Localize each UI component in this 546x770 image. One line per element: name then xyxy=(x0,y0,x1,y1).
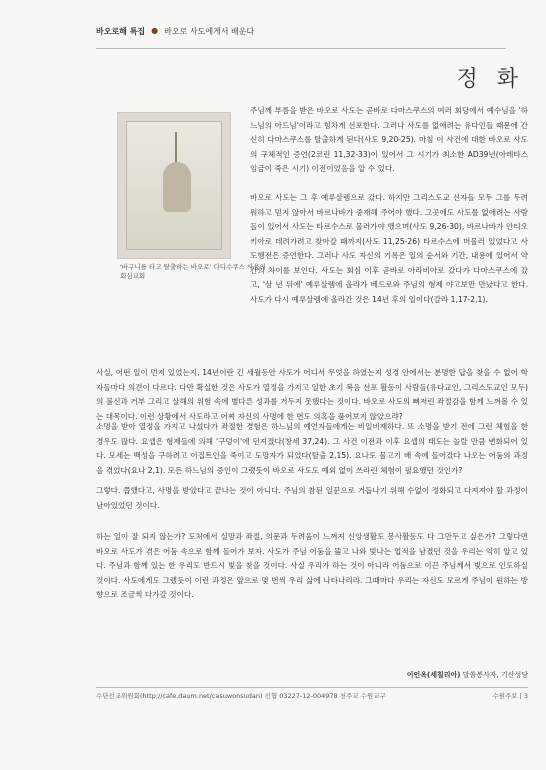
relief-photo xyxy=(117,112,231,259)
series-title: 바오로해 특집 xyxy=(96,27,146,36)
author-line xyxy=(407,670,528,680)
author-name: 이인옥(세칠리아) xyxy=(406,671,461,679)
footer-page: 수원주보 | 3 xyxy=(492,692,528,700)
series-header xyxy=(96,26,254,37)
paragraph-2: 바오로 사도는 그 후 예루살렘으로 갔다. 하지만 그리스도교 신자들 모두 그를 두려워하고 믿지 않아서 바르나바가 중재해 주어야 했다. 그곳에도 사도를 없애려는 사람들이 있어서 사도는 타르수스로 물러가야 했으며(사도 9,26-30), 바르나바가 안티오키아로 데려가려고 찾아갈 때까지(사도 11,25-26) 타르수스에 머물러 있었다고 사도행전은 증언한다. 그러나 사도 자신의 기록은 일의 순서와 기간, 내용에 있어서 약간의 차이를 보인다. 사도는 회심 이후 곧바로 아라비아로 갔다가 다마스쿠스에 갔고, '삼 년 뒤에' 예루살렘에 올라가 베드로와 주님의 형제 야고보만 만났다고 한다. 사도가 다시 예루살렘에 올라간 것은 14년 후의 일이다(갈라 1,17-2,1). xyxy=(250,193,528,304)
paragraph-5: 그렇다. 쯥했다고, 사명을 받았다고 끝나는 것이 아니다. 주님의 참된 일꾼으로 거듭나기 위해 수없이 정화되고 다져져야 할 과정이 남아있었던 것이다. xyxy=(96,486,528,510)
separator-dot: ● xyxy=(151,26,159,35)
author-info: 말씀봉사자, 기산성당 xyxy=(462,671,528,679)
photo-relief-panel xyxy=(126,121,222,250)
footer xyxy=(96,691,528,700)
header-rule xyxy=(96,48,506,49)
paragraph-3: 사실, 어떤 일이 먼저 있었는지, 14년이란 긴 세월동안 사도가 어디서 무엇을 하였는지 성경 안에서는 분명한 답을 찾을 수 없어 학자들마다 의견이 다르다. 다만 확실한 것은 사도가 열정을 가지고 일한 초기 복음 선포 활동이 사람들(유다교인, 그리스도교인 모두)의 불신과 거부 그리고 살해의 위험 속에 별다른 성과를 거두지 못했다는 것이다. 바오로 사도의 뼈저린 좌절감을 함께 느껴볼 수 있는 대목이다. 이런 상황에서 사도라고 어찌 자신의 사명에 한 번도 의혹을 품어보지 않았으랴? xyxy=(96,368,528,421)
footer-rule xyxy=(96,687,528,688)
paragraph-6: 하는 일이 잘 되지 않는가? 도처에서 실망과 좌절, 의문과 두려움이 느껴져 신앙생활도 봉사활동도 다 그만두고 싶은가? 그렇다면 바오로 사도가 겪은 어둠 속으로 함께 들어가 보자. 사도가 주님 어둠을 뚫고 나와 빛나는 업적을 남겼던 것을 우리는 익히 알고 있다. 주님과 함께 있는 한 우리도 반드시 빛을 찾을 것이다. 사실 우리가 하는 것이 아니라 어둠으로 이끈 주님께서 빛으로 인도하실 것이다. 사도에게도 그랬듯이 이런 과정은 앞으로 몇 번씩 우리 삶에 나타나리라. 그때마다 우리는 자신도 모르게 주님이 원하는 방향으로 조금씩 다가갈 것이다. xyxy=(96,532,528,599)
paragraph-4: 소명을 받아 열정을 가지고 나섰다가 좌절한 경험은 하느님의 예언자들에게는 비일비재하다. 또 소명을 받기 전에 그런 체험을 한 경우도 많다. 요셉은 형제들에 의해 '구덩이'에 던져졌다(창세 37,24). 그 사건 이전과 이후 요셉의 태도는 놀랄 만큼 변화되어 있다. 모세는 백성을 구하려고 이집트인을 죽이고 도망자가 되었다(탈출 2,15). 요나도 물고기 배 속에 들어갔다 나오는 어둠의 과정을 겪었다(요나 2,1). 모든 하느님의 증인이 그랬듯이 바오로 사도도 예외 없이 쓰라린 체험이 필요했던 것인가? xyxy=(96,422,528,475)
photo-caption: '바구니를 타고 탈출하는 바오로' 다디수쿠스 사울의 회심교회 xyxy=(120,263,266,280)
photo-rope xyxy=(175,132,177,164)
footer-left: 수단선교위원회(http://cafe.daum.net/casuwonsudan) 신협 03227-12-004978 천주교 수원교구 xyxy=(96,692,386,700)
photo-basket-figure xyxy=(163,162,191,212)
series-subtitle: 바오로 사도에게서 배운다 xyxy=(164,27,255,36)
paragraph-1: 주님께 부름을 받은 바오로 사도는 곧바로 다마스쿠스의 여러 회당에서 예수님을 '하느님의 아드님'이라고 힘차게 선포한다. 그러나 사도를 없애려는 유다인들 때문에 간신히 다마스쿠스를 탈출하게 된다(사도 9,20-25). 마침 이 사건에 대한 바오로 사도의 구체적인 증언(2코린 11,32-33)이 있어서 그 시기가 최소한 AD39년(아레타스 임금이 죽은 시기) 이전이었음을 알 수 있다. xyxy=(250,106,528,173)
article-title: 정 화 xyxy=(456,67,524,92)
